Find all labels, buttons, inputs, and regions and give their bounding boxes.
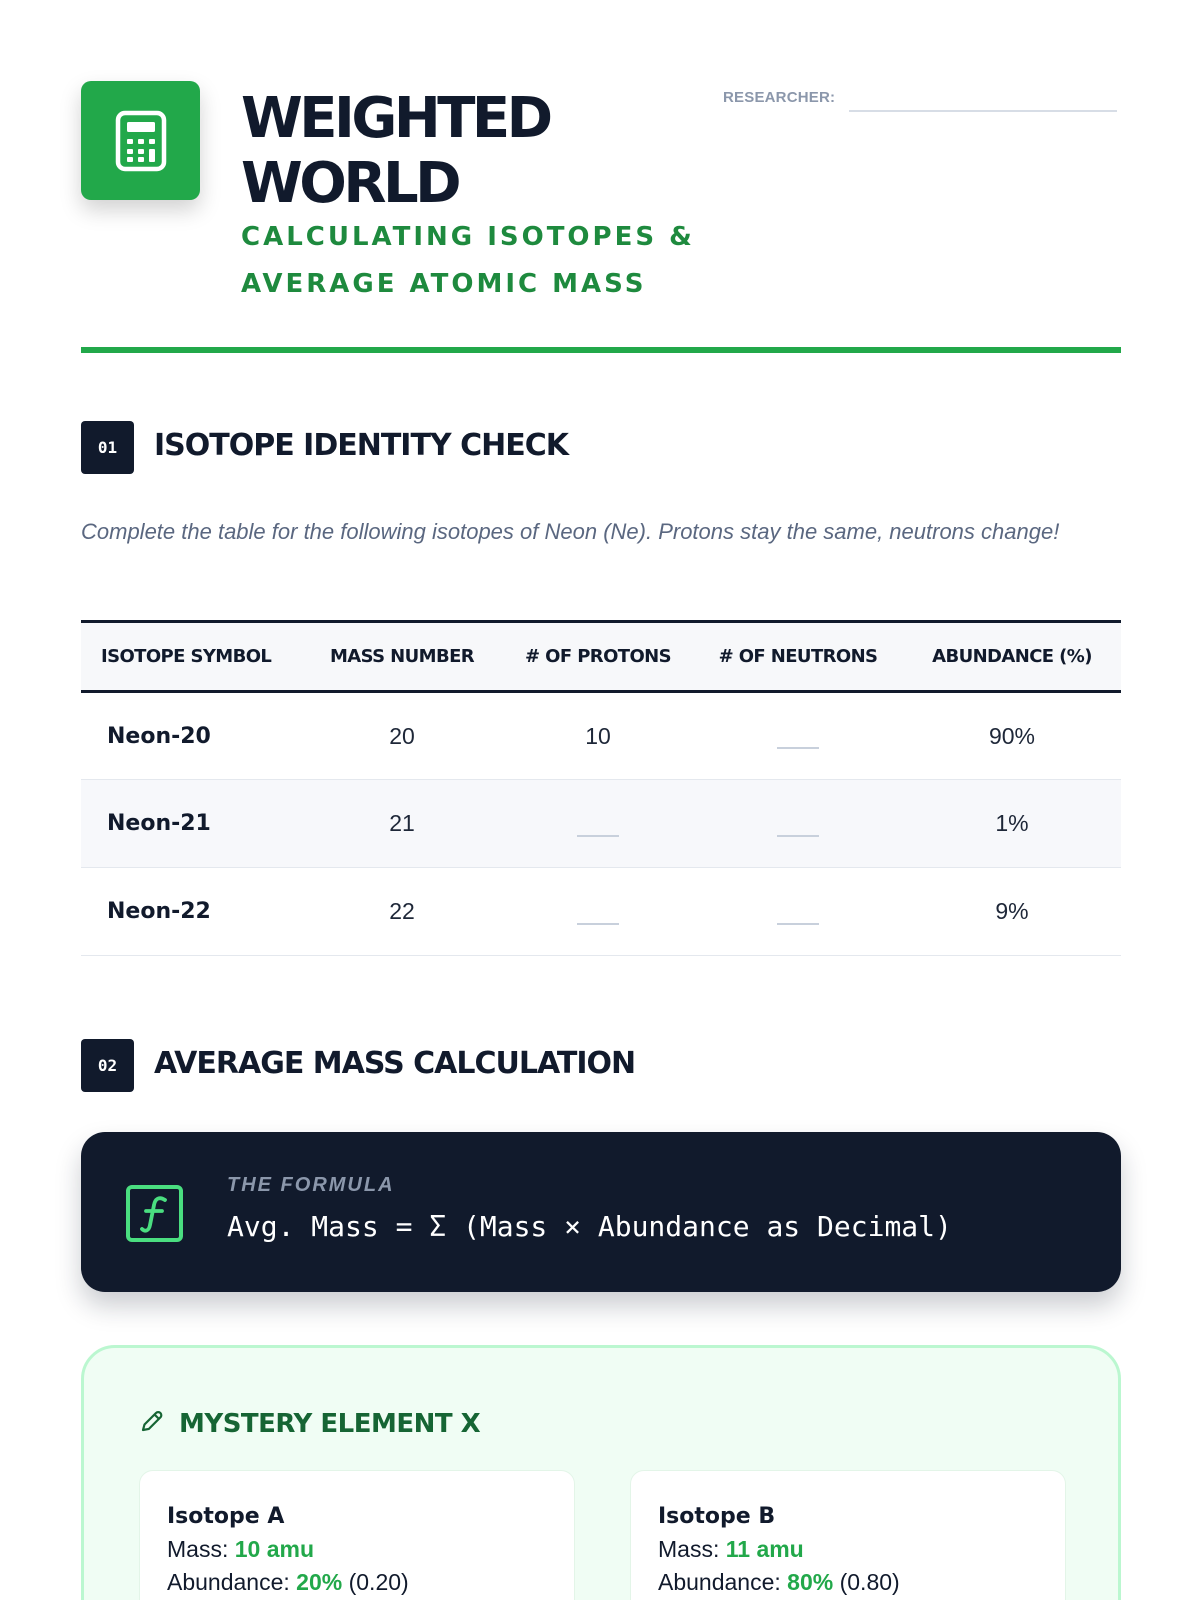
table-row: [81, 780, 1121, 868]
answer-blank-line: [777, 835, 819, 837]
isotope-abundance-line: [167, 1566, 547, 1599]
abundance-value: 20%: [296, 1569, 343, 1595]
protons-blank[interactable]: [503, 868, 693, 956]
mystery-element-card: [81, 1345, 1121, 1600]
researcher-field: [723, 86, 1117, 112]
calculator-icon: [81, 81, 200, 200]
header-abundance: ABUNDANCE (%): [932, 646, 1092, 667]
mass-number: 21: [301, 780, 503, 868]
isotope-symbol: Neon-21: [81, 780, 301, 868]
abundance-decimal: (0.80): [839, 1569, 900, 1595]
header-divider: [81, 347, 1121, 353]
section-title: AVERAGE MASS CALCULATION: [154, 1046, 636, 1081]
isotope-symbol: Neon-22: [81, 868, 301, 956]
isotope-card-b: [630, 1470, 1066, 1600]
isotope-name: Isotope B: [658, 1504, 776, 1529]
abundance-label: Abundance:: [167, 1569, 290, 1595]
protons-value: 10: [503, 692, 693, 780]
subtitle-line-2: AVERAGE ATOMIC MASS: [241, 269, 647, 299]
researcher-input-line[interactable]: [849, 86, 1117, 112]
function-icon: [126, 1185, 183, 1242]
isotope-symbol: Neon-20: [81, 692, 301, 780]
section-number-badge: 02: [81, 1039, 134, 1092]
abundance-value: 90%: [903, 692, 1121, 780]
neutrons-blank[interactable]: [693, 868, 903, 956]
isotope-name: Isotope A: [167, 1504, 285, 1529]
abundance-label: Abundance:: [658, 1569, 781, 1595]
mass-label: Mass:: [658, 1536, 720, 1562]
table-header-row: [81, 622, 1121, 692]
answer-blank-line: [777, 747, 819, 749]
header-mass-number: MASS NUMBER: [329, 646, 475, 667]
answer-blank-line: [777, 923, 819, 925]
pencil-icon: [139, 1408, 165, 1439]
abundance-value: 1%: [903, 780, 1121, 868]
mass-label: Mass:: [167, 1536, 229, 1562]
page-title: [241, 86, 701, 216]
abundance-decimal: (0.20): [348, 1569, 409, 1595]
title-line-2: WORLD: [241, 151, 459, 216]
mass-value: 11 amu: [725, 1536, 804, 1562]
worksheet-page: [81, 0, 1121, 1600]
isotope-abundance-line: [658, 1566, 1038, 1599]
section-title: ISOTOPE IDENTITY CHECK: [154, 428, 568, 463]
mystery-title: MYSTERY ELEMENT X: [179, 1408, 481, 1439]
abundance-value: 9%: [903, 868, 1121, 956]
instructions-text: Complete the table for the following isotopes of Neon (Ne). Protons stay the same, neutrons change!: [81, 519, 1060, 544]
header-neutrons: # OF NEUTRONS: [718, 646, 878, 667]
formula-text: Avg. Mass = Σ (Mass × Abundance as Decimal): [227, 1210, 952, 1243]
formula-card: [81, 1132, 1121, 1292]
isotope-mass-line: [167, 1533, 547, 1566]
mass-value: 10 amu: [234, 1536, 314, 1562]
abundance-value: 80%: [787, 1569, 834, 1595]
isotope-table: [81, 620, 1121, 956]
protons-blank[interactable]: [503, 780, 693, 868]
mystery-header: [139, 1408, 480, 1439]
isotope-mass-line: [658, 1533, 1038, 1566]
title-line-1: WEIGHTED: [241, 86, 550, 151]
answer-blank-line: [577, 835, 619, 837]
page-subtitle: [241, 214, 801, 308]
isotope-card-a: [139, 1470, 575, 1600]
neutrons-blank[interactable]: [693, 692, 903, 780]
table-row: [81, 868, 1121, 956]
header-protons: # OF PROTONS: [525, 646, 671, 667]
mass-number: 22: [301, 868, 503, 956]
table-row: [81, 692, 1121, 780]
mass-number: 20: [301, 692, 503, 780]
section-number-badge: 01: [81, 421, 134, 474]
neutrons-blank[interactable]: [693, 780, 903, 868]
researcher-label: RESEARCHER:: [723, 89, 836, 106]
subtitle-line-1: CALCULATING ISOTOPES &: [241, 222, 695, 252]
answer-blank-line: [577, 923, 619, 925]
header-isotope-symbol: ISOTOPE SYMBOL: [101, 646, 272, 667]
formula-label: THE FORMULA: [227, 1174, 395, 1196]
